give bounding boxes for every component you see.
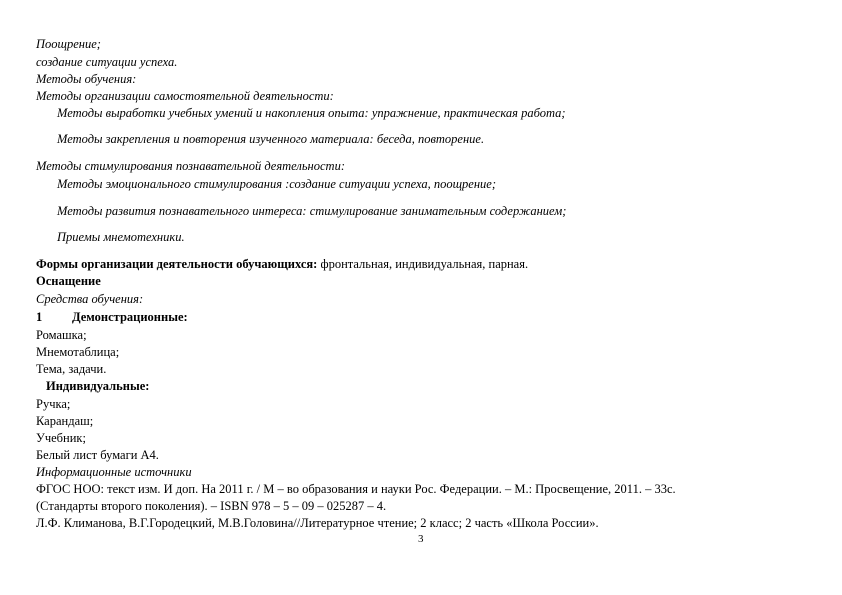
text-line: Методы выработки учебных умений и накопления опыта: упражнение, практическая работа; [57, 106, 566, 120]
demo-heading: Демонстрационные: [72, 310, 188, 324]
forms-value: фронтальная, индивидуальная, парная. [317, 257, 529, 271]
text-line: Методы стимулирования познавательной деятельности: [36, 159, 345, 173]
text-line: Методы обучения: [36, 72, 137, 86]
forms-line [36, 257, 528, 272]
text-line: Методы развития познавательного интереса: стимулирование занимательным содержанием; [57, 204, 567, 218]
list-item: Учебник; [36, 431, 86, 445]
equipment-heading: Оснащение [36, 274, 101, 288]
source-line: Л.Ф. Климанова, В.Г.Городецкий, М.В.Головина//Литературное чтение; 2 класс; 2 часть «Школа России». [36, 516, 599, 530]
means-heading: Средства обучения: [36, 292, 144, 306]
text-line: создание ситуации успеха. [36, 55, 178, 69]
individual-heading: Индивидуальные: [46, 379, 150, 393]
text-line: Методы эмоционального стимулирования :создание ситуации успеха, поощрение; [57, 177, 496, 191]
text-line: Методы организации самостоятельной деятельности: [36, 89, 334, 103]
list-item: Ручка; [36, 397, 71, 411]
list-item: Белый лист бумаги А4. [36, 448, 159, 462]
text-line: Приемы мнемотехники. [57, 230, 185, 244]
source-line: (Стандарты второго поколения). – ISBN 978 – 5 – 09 – 025287 – 4. [36, 499, 387, 513]
list-item: Мнемотаблица; [36, 345, 120, 359]
text-line: Методы закрепления и повторения изученного материала: беседа, повторение. [57, 132, 485, 146]
list-item: Тема, задачи. [36, 362, 107, 376]
list-item: Карандаш; [36, 414, 94, 428]
demo-number: 1 [36, 310, 43, 324]
list-item: Ромашка; [36, 328, 87, 342]
forms-label: Формы организации деятельности обучающихся: [36, 257, 318, 271]
text-line: Поощрение; [36, 37, 101, 51]
sources-heading: Информационные источники [36, 465, 192, 479]
demo-heading-line [36, 310, 188, 325]
source-line: ФГОС НОО: текст изм. И доп. На 2011 г. / М – во образования и науки Рос. Федерации. – М.: Просвещение, 2011. – 33с. [36, 482, 676, 496]
page-number: 3 [418, 533, 424, 545]
